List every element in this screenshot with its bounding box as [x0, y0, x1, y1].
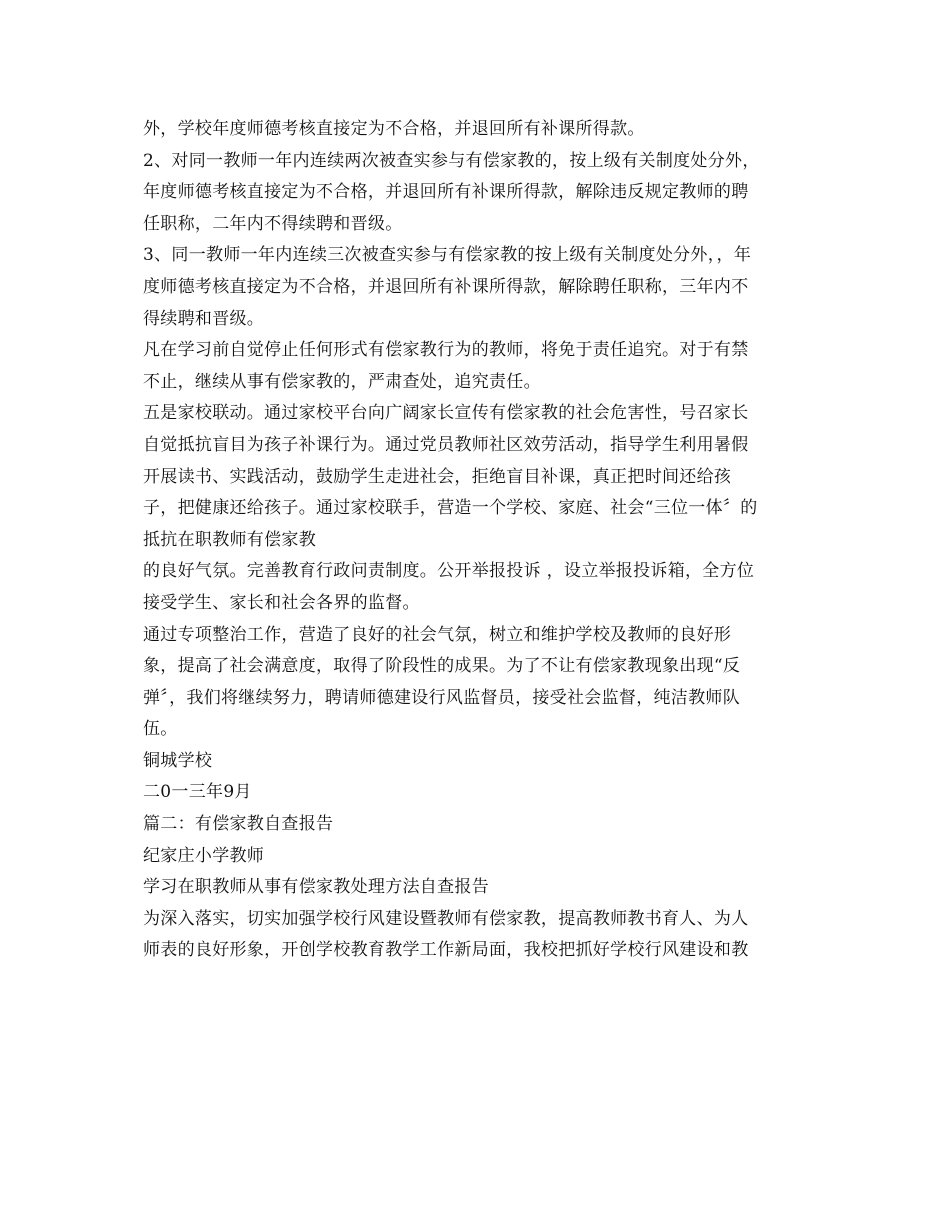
text-line: 得续聘和晋级。 — [143, 308, 265, 329]
text-line: 五是家校联动。通过家校平台向广阔家长宣传有偿家教的社会危害性，号召家长 — [143, 403, 749, 424]
section-heading: 篇二：有偿家教自查报告 — [143, 814, 334, 835]
text-line: 为深入落实，切实加强学校行风建设暨教师有偿家教，提高教师教书育人、为人 — [143, 908, 749, 929]
text-line: 象，提高了社会满意度，取得了阶段性的成果。为了不让有偿家教现象出现“反 — [143, 656, 741, 677]
text-line: 不止，继续从事有偿家教的，严肃查处，追究责任。 — [143, 371, 541, 392]
text-line: 接受学生、家长和社会各界的监督。 — [143, 592, 420, 613]
text-line: 弹〞，我们将继续努力，聘请师德建设行风监督员，接受社会监督，纯洁教师队 — [143, 687, 740, 708]
text-line: 自觉抵抗盲目为孩子补课行为。通过党员教师社区效劳活动，指导学生利用暑假 — [143, 434, 749, 455]
text-line: 子，把健康还给孩子。通过家校联手，营造一个学校、家庭、社会“三位一体〞的 — [143, 498, 758, 519]
document-body — [143, 114, 813, 967]
author-line: 纪家庄小学教师 — [143, 845, 265, 866]
text-line: 的良好气氛。完善教育行政问责制度。公开举报投诉 ，设立举报投诉箱，全方位 — [143, 561, 755, 582]
text-line: 开展读书、实践活动，鼓励学生走进社会，拒绝盲目补课，真正把时间还给孩 — [143, 466, 732, 487]
text-line: 伍。 — [143, 719, 178, 740]
text-line: 外，学校年度师德考核直接定为不合格，并退回所有补课所得款。 — [143, 119, 645, 139]
signature-school: 铜城学校 — [143, 750, 213, 771]
text-line: 师表的良好形象，开创学校教育教学工作新局面，我校把抓好学校行风建设和教 — [143, 940, 749, 961]
text-line: 年度师德考核直接定为不合格，并退回所有补课所得款，解除违反规定教师的聘 — [143, 182, 749, 203]
text-line: 抵抗在职教师有偿家教 — [143, 529, 316, 550]
text-line: 通过专项整治工作，营造了良好的社会气氛，树立和维护学校及教师的良好形 — [143, 624, 732, 645]
signature-date: 二0一三年9月 — [143, 782, 252, 803]
text-line: 凡在学习前自觉停止任何形式有偿家教行为的教师，将免于责任追究。对于有禁 — [143, 340, 749, 361]
text-line: 度师德考核直接定为不合格，并退回所有补课所得款，解除聘任职称，三年内不 — [143, 276, 749, 297]
text-line: 3、同一教师一年内连续三次被查实参与有偿家教的按上级有关制度处分外，，年 — [143, 245, 752, 266]
text-line: 任职称，二年内不得续聘和晋级。 — [143, 213, 403, 234]
report-title: 学习在职教师从事有偿家教处理方法自查报告 — [143, 877, 489, 898]
text-line: 2、对同一教师一年内连续两次被查实参与有偿家教的，按上级有关制度处分外， — [143, 150, 760, 171]
